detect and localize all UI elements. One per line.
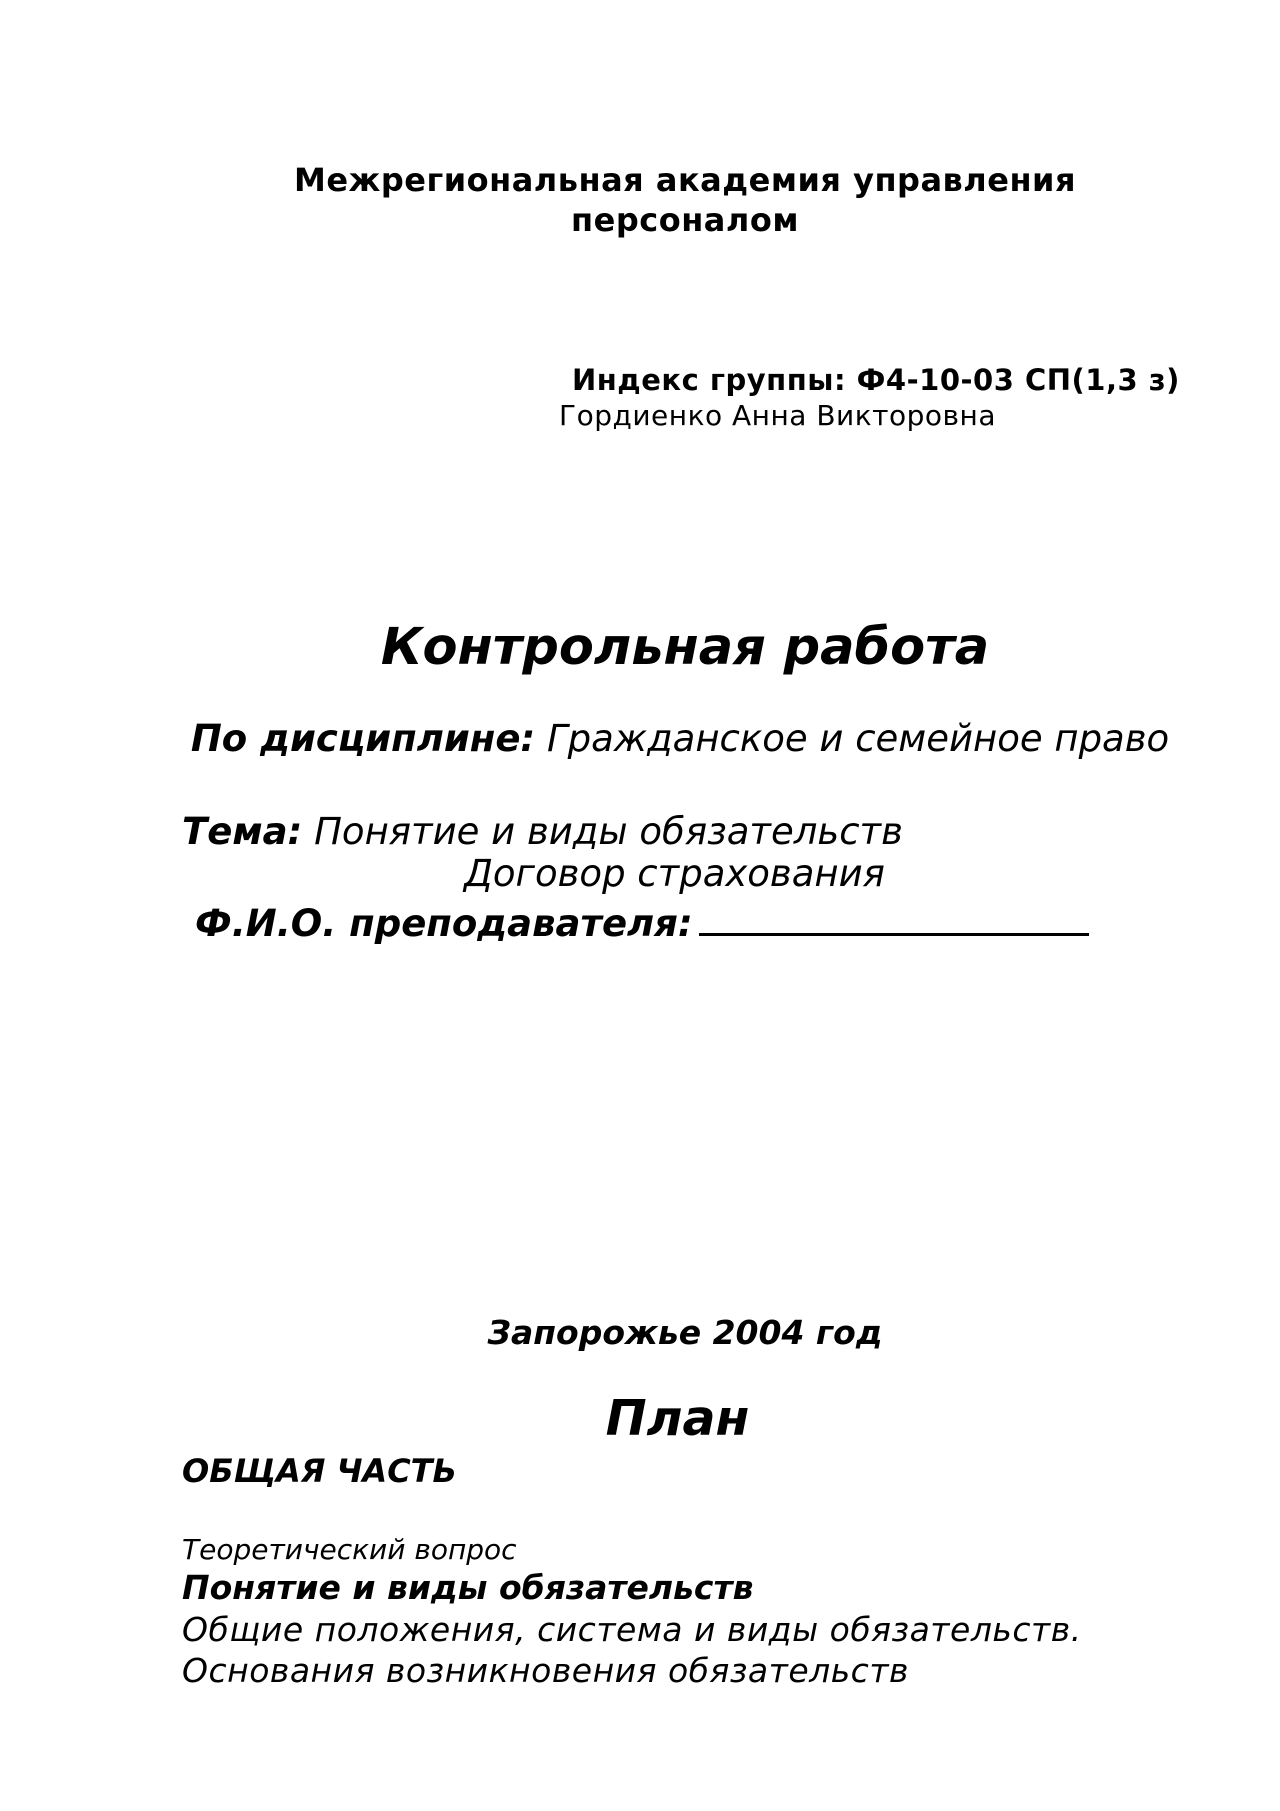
plan-item: Общие положения, система и виды обязательств.: [182, 1610, 1082, 1649]
plan-section-heading: ОБЩАЯ ЧАСТЬ: [182, 1452, 457, 1490]
discipline-value: Гражданское и семейное право: [546, 717, 1170, 760]
theory-question-label: Теоретический вопрос: [182, 1533, 517, 1566]
topic-label: Тема:: [182, 810, 303, 853]
plan-title: План: [605, 1390, 750, 1447]
city-year: Запорожье 2004 год: [487, 1313, 883, 1352]
academy-name-line2: персоналом: [571, 201, 799, 239]
teacher-field: [195, 902, 1089, 945]
discipline: [130, 716, 1230, 761]
theory-question-title: Понятие и виды обязательств: [182, 1568, 754, 1607]
plan-item: Основания возникновения обязательств: [182, 1651, 909, 1690]
teacher-label: Ф.И.О. преподавателя:: [195, 902, 693, 945]
document-title: Контрольная работа: [380, 618, 990, 677]
teacher-blank-line: [699, 905, 1089, 936]
student-name: Гордиенко Анна Викторовна: [559, 399, 996, 432]
topic: [182, 810, 903, 853]
academy-name: [0, 160, 1280, 240]
discipline-label: По дисциплине:: [190, 717, 536, 760]
group-index: Индекс группы: Ф4-10-03 СП(1,3 з): [572, 363, 1180, 397]
topic-line1: Понятие и виды обязательств: [314, 810, 903, 853]
academy-name-line1: Межрегиональная академия управления: [293, 161, 1077, 199]
topic-line2: Договор страхования: [464, 852, 885, 895]
